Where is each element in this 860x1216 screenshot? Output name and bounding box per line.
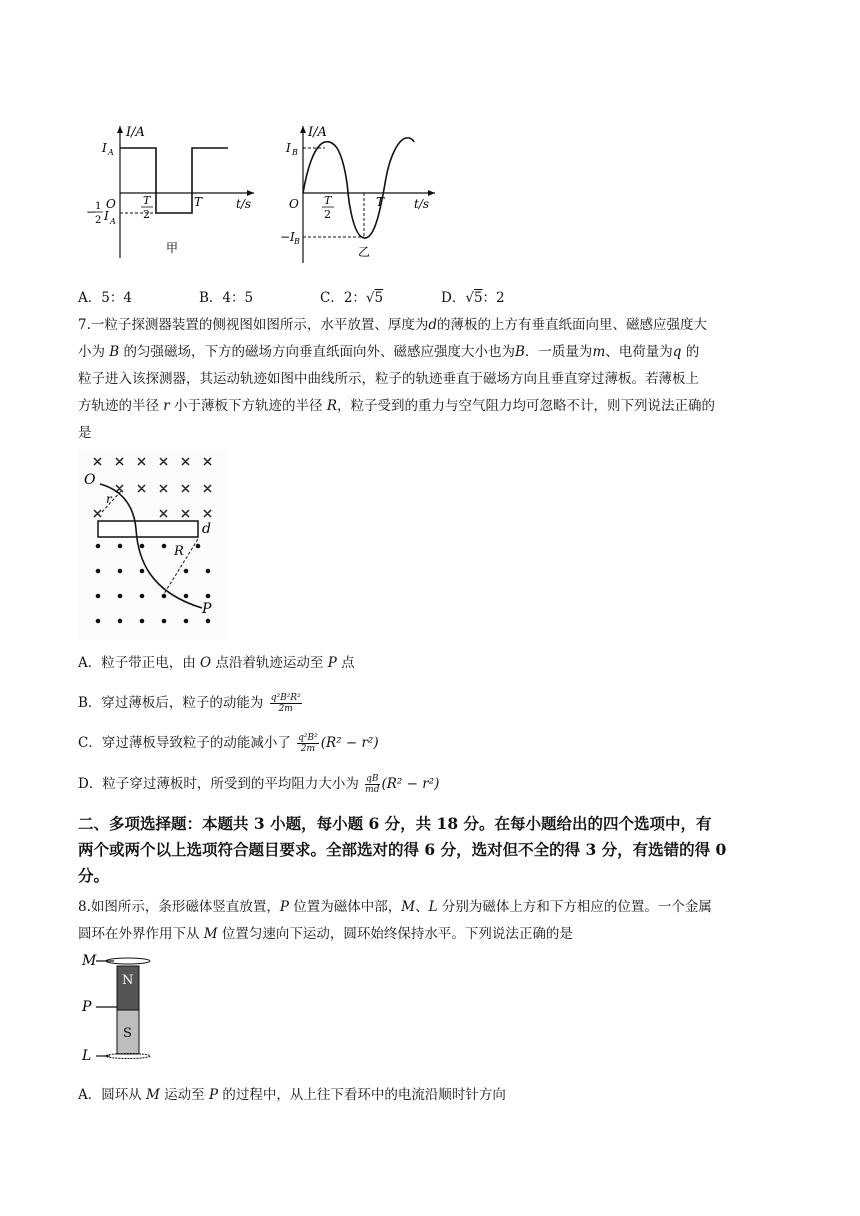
figure-caption-jia: 甲	[166, 241, 179, 255]
high-label: I	[102, 141, 107, 155]
high-subscript: A	[108, 148, 114, 157]
half-period-num: T	[143, 194, 151, 207]
q7-option-a[interactable]: A．粒子带正电，由 O 点沿着轨迹运动至 P 点	[78, 655, 355, 671]
q6-option-c[interactable]: C．2：√5	[320, 290, 384, 306]
q8-stem-line-2: 圆环在外界作用下从 M 位置匀速向下运动，圆环始终保持水平。下列说法正确的是	[78, 926, 573, 942]
current-graph-yi	[280, 118, 440, 276]
thickness-d-label: d	[202, 521, 211, 537]
high-subscript: B	[292, 148, 298, 157]
point-p-label: P	[202, 601, 212, 617]
high-label: I	[286, 141, 291, 155]
low-frac-num: 1	[95, 201, 102, 212]
radius-r-label: r	[106, 492, 112, 506]
x-axis-label: t/s	[236, 197, 252, 211]
origin-label: O	[106, 197, 116, 211]
low-label: −I	[280, 230, 295, 244]
q6-option-d[interactable]: D．√5：2	[441, 290, 505, 306]
q7-stem-line-1: 7.一粒子探测器装置的侧视图如图所示，水平放置、厚度为d的薄板的上方有垂直纸面向里、磁感应强度大	[78, 317, 708, 333]
half-period-den: 2	[324, 208, 331, 221]
radius-big-r-label: R	[174, 544, 184, 559]
origin-label: O	[289, 197, 299, 211]
position-m-label: M	[82, 953, 97, 969]
north-pole-label: N	[122, 973, 134, 988]
section-2-heading-line-2: 两个或两个以上选项符合题目要求。全部选对的得 6 分，选对但不全的得 3 分，有选错的得 0	[78, 840, 727, 859]
position-p-label: P	[82, 999, 92, 1015]
q7-stem-line-3: 粒子进入该探测器，其运动轨迹如图中曲线所示，粒子的轨迹垂直于磁场方向且垂直穿过薄板。若薄板上	[78, 371, 699, 387]
q8-stem-line-1: 8.如图所示，条形磁体竖直放置，P 位置为磁体中部，M、L 分别为磁体上方和下方相应的位置。一个金属	[78, 899, 712, 915]
q7-stem-line-5: 是	[78, 425, 92, 441]
point-o-label: O	[84, 472, 96, 488]
current-graph-jia	[86, 118, 262, 276]
low-minus: −	[86, 205, 97, 219]
q7-stem-line-4: 方轨迹的半径 r 小于薄板下方轨迹的半径 R，粒子受到的重力与空气阻力均可忽略不计，则下列说法正确的	[78, 398, 716, 414]
q8-bar-magnet-figure	[80, 950, 160, 1070]
low-frac-den: 2	[95, 215, 102, 226]
figure-caption-yi: 乙	[358, 245, 371, 259]
low-subscript: B	[294, 237, 300, 246]
y-axis-label: I/A	[308, 125, 327, 140]
q7-option-d[interactable]: D．粒子穿过薄板时，所受到的平均阻力大小为 $\frac{qB}{md}$ (R² − r²)	[78, 774, 440, 795]
q7-stem-line-2: 小为 B 的匀强磁场，下方的磁场方向垂直纸面向外、磁感应强度大小也为B．一质量为m、电荷量为q 的	[78, 344, 700, 360]
q6-options	[78, 289, 505, 307]
low-subscript: A	[110, 217, 116, 226]
position-l-label: L	[82, 1048, 92, 1064]
section-2-heading-line-3: 分。	[78, 866, 110, 885]
q8-option-a[interactable]: A．圆环从 M 运动至 P 的过程中，从上往下看环中的电流沿顺时针方向	[78, 1087, 506, 1103]
section-2-heading-line-1: 二、多项选择题：本题共 3 小题，每小题 6 分，共 18 分。在每小题给出的四个选项中，有	[78, 814, 712, 833]
y-axis-label: I/A	[126, 125, 145, 140]
half-period-den: 2	[143, 208, 150, 221]
q7-option-b[interactable]: B．穿过薄板后，粒子的动能为 $\frac{\text{q²B²R²}}{2m}$	[78, 693, 301, 714]
south-pole-label: S	[123, 1026, 132, 1041]
q7-detector-figure	[78, 450, 228, 640]
half-period-num: T	[324, 194, 332, 207]
q7-option-c[interactable]: C．穿过薄板导致粒子的动能减小了 $\frac{\text{q²B²}}{2m}$ (R² − r²)	[78, 733, 379, 754]
q6-option-b[interactable]: B．4：5	[199, 290, 254, 306]
q6-option-a[interactable]: A．5：4	[78, 290, 132, 306]
period-label: T	[194, 195, 203, 209]
x-axis-label: t/s	[414, 197, 430, 211]
low-label: I	[104, 209, 109, 223]
period-label: T	[376, 195, 385, 209]
